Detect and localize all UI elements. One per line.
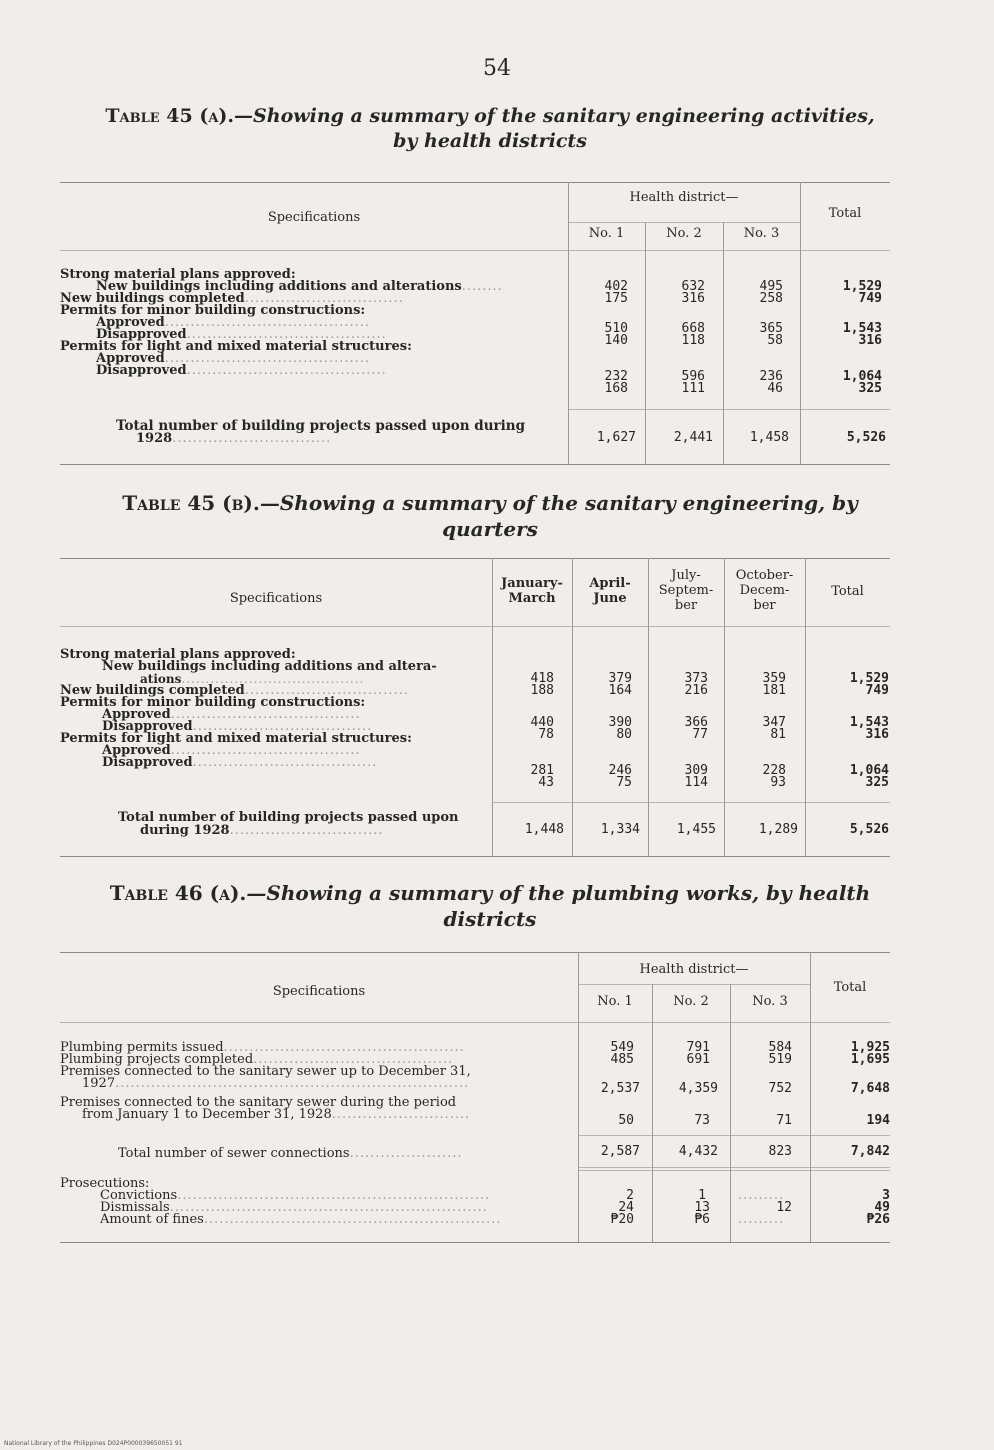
col-apr-jun-header: April- June — [589, 576, 631, 606]
list-item: New buildings completed................................ — [60, 683, 409, 698]
list-item: Dismissals.............................................................. — [100, 1200, 488, 1215]
list-item: Permits for light and mixed material structures: — [60, 339, 412, 354]
list-item: New buildings including additions and alterations........ — [96, 279, 503, 294]
page-number: 54 — [483, 56, 511, 81]
health-district-header: Health district— — [639, 962, 749, 977]
table-45b-label: Table 45 (b). — [122, 491, 260, 515]
list-item: New buildings completed............................... — [60, 291, 404, 306]
health-district-header: Health district— — [629, 190, 739, 205]
total-label: Total number of building projects passed upon — [118, 810, 459, 825]
table-45a-label: Table 45 (a). — [105, 105, 235, 127]
col-no1-header: No. 1 — [597, 994, 633, 1009]
list-item: 1927..................................................................... — [82, 1076, 470, 1091]
list-item: Permits for light and mixed material structures: — [60, 731, 412, 746]
total-label: Total number of sewer connections...................... — [118, 1146, 463, 1161]
list-item: ations...................................... — [140, 672, 365, 686]
table-45b: Specifications January- March April- June July- Septem- ber October- Decem- ber Total Strong material plans approved: New buildings including additions and altera- ations...................................... New buildings completed................................ Permits for minor building constructions: Approved..................................... Disapproved................................... Permits for light and mixed material structures: Approved..................................... Disapproved.................................... Total number of building projects passed upon during 1928.............................. 418 379 373 359 1,529 188 164 216 181 749 440 390 366 347 1,543 78 80 77 81 316 281 246 309 228 1,064 43 75 114 93 325 1,448 1,334 1,455 1,289 5,526 — [60, 558, 890, 860]
list-item: Approved..................................... — [102, 743, 361, 758]
total-label-year: during 1928.............................. — [140, 823, 384, 838]
prosecutions-heading: Prosecutions: — [60, 1176, 150, 1191]
list-item: Strong material plans approved: — [60, 267, 296, 282]
list-item: Permits for minor building constructions: — [60, 695, 366, 710]
list-item: Amount of fines.......................................................... — [100, 1212, 502, 1227]
table-46a-label: Table 46 (a). — [109, 881, 247, 905]
list-item: Approved........................................ — [96, 351, 370, 366]
spec-header: Specifications — [229, 591, 323, 606]
col-no1-header: No. 1 — [588, 226, 625, 241]
spec-header: Specifications — [272, 984, 366, 999]
col-total-header: Total — [828, 206, 862, 221]
table-46a: Specifications Health district— No. 1 No. 2 No. 3 Total Plumbing permits issued............................................... Plumbing projects completed....................................... Premises connected to the sanitary sewer up to December 31, 1927..................................................................... Premises connected to the sanitary sewer during the period from January 1 to December 31, 1928........................... Total number of sewer connections...................... Prosecutions: Convictions............................................................. Dismissals.............................................................. Amount of fines.......................................................... 549 791 584 1,925 485 691 519 1,695 2,537 4,359 752 7,648 50 73 71 194 2,587 4,432 823 7,842 2 1 ......... 3 24 13 12 49 ₱20 ₱6 ......... ₱26 — [60, 952, 890, 1252]
col-no2-header: No. 2 — [666, 226, 702, 241]
table-45a: Specifications Health district— No. 1 No. 2 No. 3 Total Strong material plans approved: New buildings including additions and alterations........ New buildings completed............................... Permits for minor building constructions: Approved........................................ Disapproved....................................... Permits for light and mixed material structures: Approved........................................ Disapproved....................................... Total number of building projects passed upon during 1928............................... 402 632 495 1,529 175 316 258 749 510 668 365 1,543 140 118 58 316 232 596 236 1,064 168 111 46 325 1,627 2,441 1,458 5,526 — [60, 182, 890, 472]
col-total-header: Total — [831, 584, 864, 599]
list-item: Permits for minor building constructions: — [60, 303, 366, 318]
list-item: Disapproved....................................... — [96, 327, 387, 342]
spec-header: Specifications — [267, 210, 361, 225]
total-label: Total number of building projects passed upon during — [116, 418, 526, 434]
list-item: from January 1 to December 31, 1928........................... — [82, 1107, 471, 1122]
col-jan-mar-header: January- March — [501, 576, 563, 606]
list-item: Premises connected to the sanitary sewer up to December 31, — [60, 1064, 471, 1079]
col-total-header: Total — [833, 980, 867, 995]
list-item: Plumbing projects completed....................................... — [60, 1052, 454, 1067]
list-item: Convictions............................................................. — [100, 1188, 491, 1203]
col-no3-header: No. 3 — [752, 994, 788, 1009]
list-item: New buildings including additions and altera- — [102, 659, 437, 674]
list-item: Strong material plans approved: — [60, 647, 296, 662]
col-no2-header: No. 2 — [673, 994, 709, 1009]
total-label-year: 1928............................... — [136, 431, 332, 446]
list-item: Approved........................................ — [96, 315, 370, 330]
list-item: Premises connected to the sanitary sewer during the period — [60, 1095, 457, 1110]
list-item: Plumbing permits issued............................................... — [60, 1040, 465, 1055]
col-jul-sep-header: July- Septem- ber — [658, 568, 714, 613]
col-no3-header: No. 3 — [743, 226, 780, 241]
table-46a-title: Table 46 (a).—Showing a summary of the plumbing works, by health districts — [109, 881, 871, 931]
table-45a-title: Table 45 (a).—Showing a summary of the sanitary engineering activities, by health districts — [105, 105, 875, 152]
list-item: Approved..................................... — [102, 707, 361, 722]
col-oct-dec-header: October- Decem- ber — [735, 568, 794, 613]
list-item: Disapproved....................................... — [96, 363, 387, 378]
list-item: Disapproved.................................... — [102, 755, 378, 770]
footer-source: National Library of the Philippines D024P000039650051 91 — [4, 1440, 183, 1447]
table-45b-title: Table 45 (b).—Showing a summary of the sanitary engineering, by quarters — [122, 491, 858, 541]
list-item: Disapproved................................... — [102, 719, 373, 734]
